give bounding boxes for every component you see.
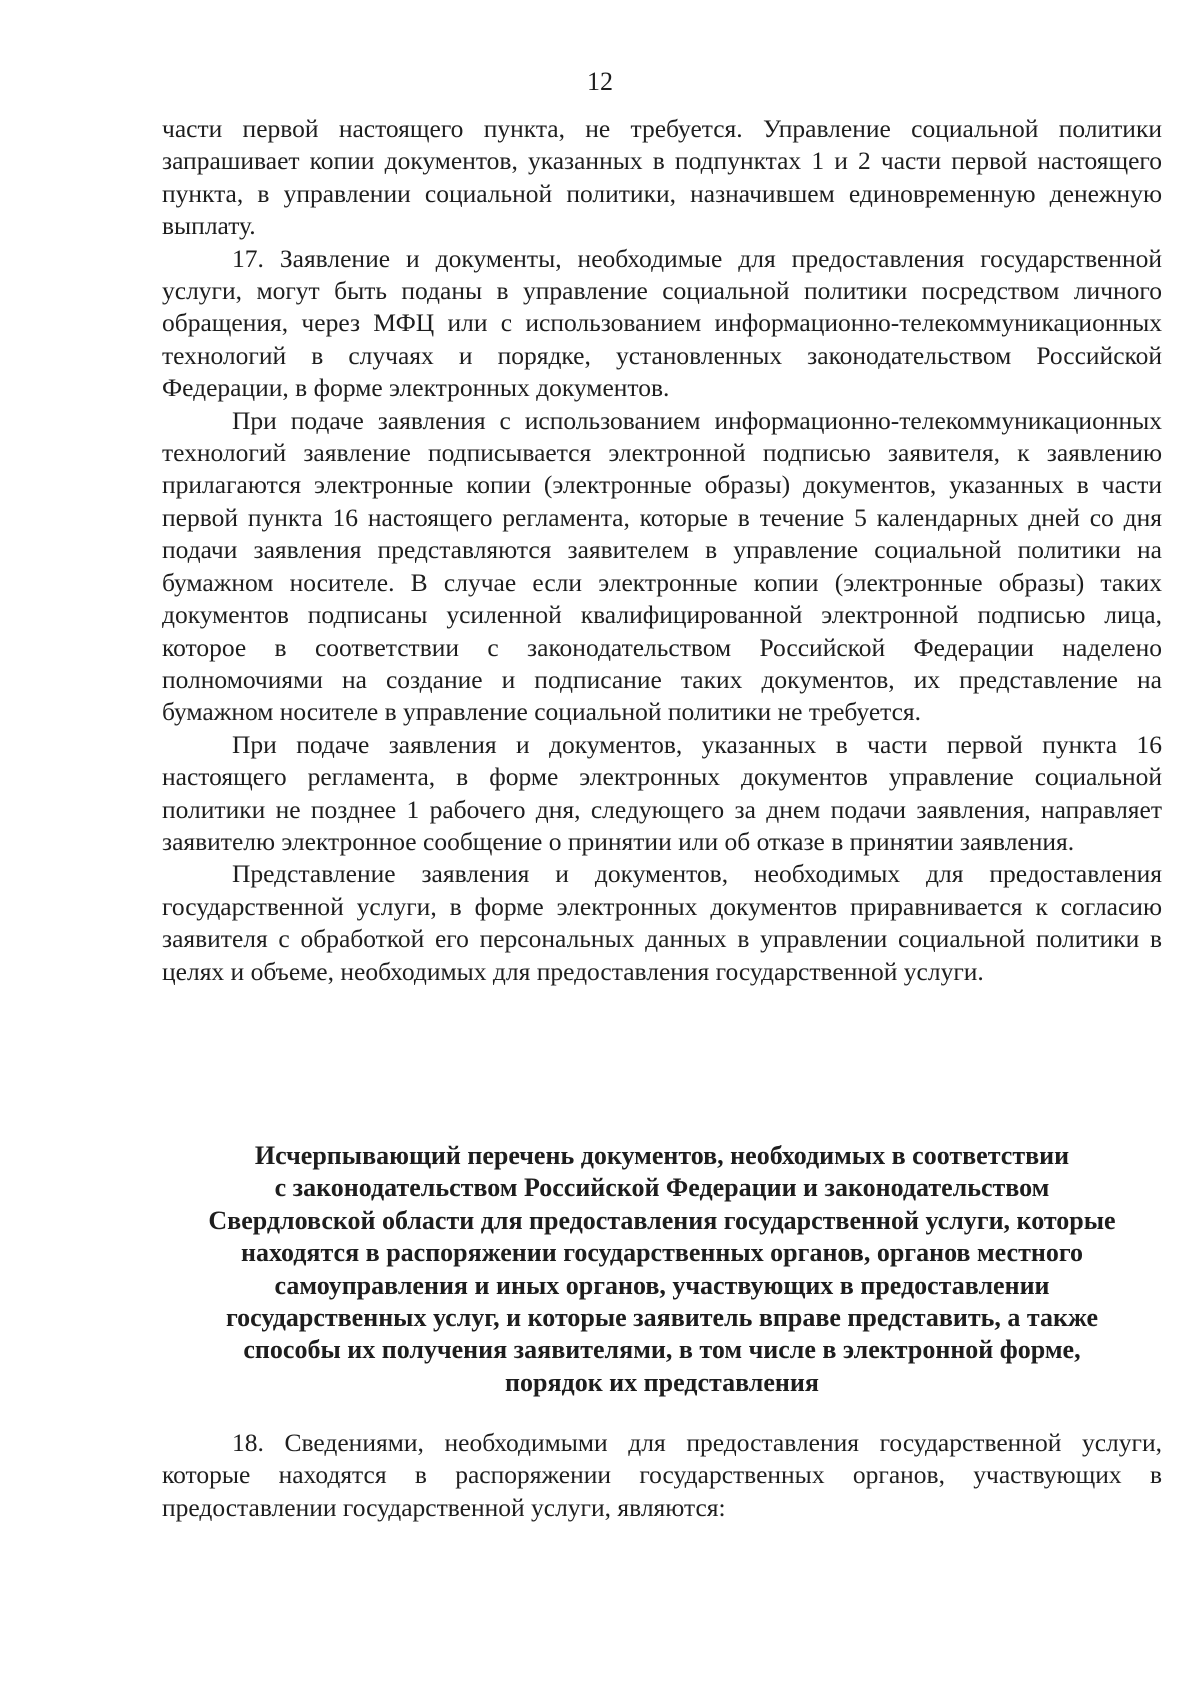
page-number: 12 (587, 67, 613, 96)
heading-line: самоуправления и иных органов, участвующих в предоставлении (274, 1270, 1050, 1300)
paragraph-electronic-notification: При подаче заявления и документов, указанных в части первой пункта 16 настоящего регламента, в форме электронных документов управление социальной политики не позднее 1 рабочего дня, следующего за днем подачи заявления, направляет заявителю электронное сообщение о принятии или об отказе в принятии заявления. (162, 729, 1162, 856)
heading-line: с законодательством Российской Федерации и законодательством (274, 1173, 1050, 1203)
heading-line: способы их получения заявителями, в том числе в электронной форме, (243, 1335, 1081, 1365)
heading-line: порядок их представления (505, 1367, 819, 1397)
heading-line: государственных услуг, и которые заявитель вправе представить, а также (225, 1303, 1098, 1333)
paragraph-17: 17. Заявление и документы, необходимые для предоставления государственной услуги, могут быть поданы в управление социальной политики посредством личного обращения, через МФЦ или с использованием информационно-телекоммуникационных технологий в случаях и порядке, установленных законодательством Российской Федерации, в форме электронных документов. (162, 243, 1162, 403)
heading-line: Свердловской области для предоставления государственной услуги, которые (208, 1205, 1116, 1235)
paragraph-continuation: части первой настоящего пункта, не требуется. Управление социальной политики запрашивает копии документов, указанных в подпунктах 1 и 2 части первой настоящего пункта, в управлении социальной политики, назначившем единовременную денежную выплату. (162, 114, 1162, 241)
paragraph-consent: Представление заявления и документов, необходимых для предоставления государственной услуги, в форме электронных документов приравнивается к согласию заявителя с обработкой его персональных данных в управлении социальной политики в целях и объеме, необходимых для предоставления государственной услуги. (162, 859, 1162, 986)
body-text-top (162, 113, 1162, 988)
paragraph-electronic-submission: При подаче заявления с использованием информационно-телекоммуникационных технологий заявление подписывается электронной подписью заявителя, к заявлению прилагаются электронные копии (электронные образы) документов, указанных в части первой пункта 16 настоящего регламента, которые в течение 5 календарных дней со дня подачи заявления представляются заявителем в управление социальной политики на бумажном носителе. В случае если электронные копии (электронные образы) таких документов подписаны усиленной квалифицированной электронной подписью лица, которое в соответствии с законодательством Российской Федерации наделено полномочиями на создание и подписание таких документов, их представление на бумажном носителе в управление социальной политики не требуется. (162, 405, 1162, 727)
heading-line: находятся в распоряжении государственных органов, органов местного (241, 1238, 1083, 1268)
heading-line: Исчерпывающий перечень документов, необходимых в соответствии (254, 1141, 1070, 1170)
body-text-bottom (162, 1427, 1162, 1524)
paragraph-18: 18. Сведениями, необходимыми для предоставления государственной услуги, которые находятся в распоряжении государственных органов, участвующих в предоставлении государственной услуги, являются: (162, 1428, 1162, 1522)
section-heading (130, 1140, 1194, 1399)
